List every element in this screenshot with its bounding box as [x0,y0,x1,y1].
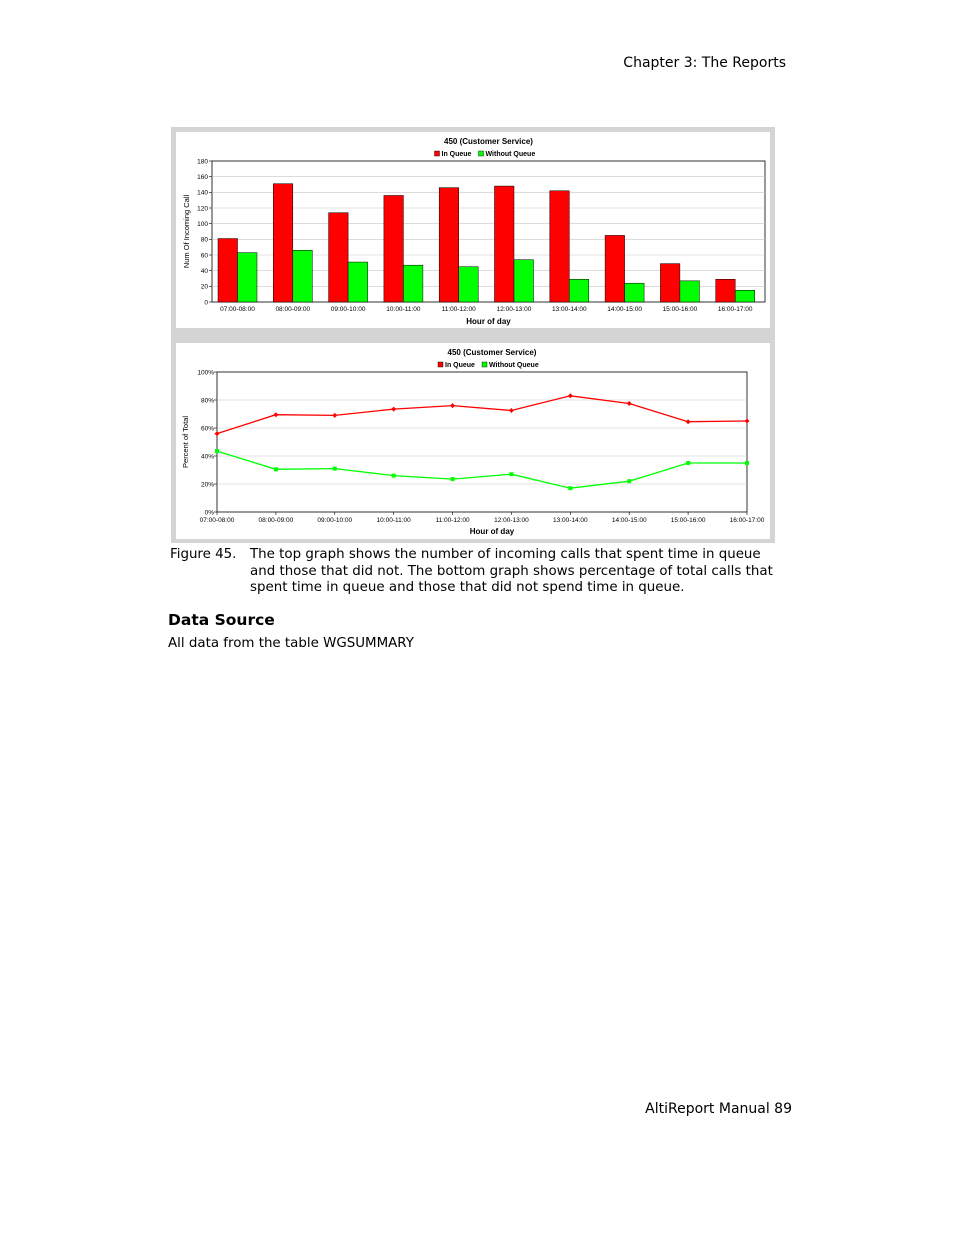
x-tick-label: 14:00-15:00 [607,306,642,313]
x-tick-label: 16:00-17:00 [717,306,753,313]
y-tick-label: 100 [197,220,208,228]
x-tick-label: 11:00-12:00 [441,306,476,313]
bar-in-queue [218,239,238,302]
y-tick-label: 120 [197,205,208,213]
legend-label-in-queue: In Queue [441,151,472,158]
x-tick-label: 08:00-09:00 [275,306,311,313]
chart-title: 450 (Customer Service) [444,137,533,146]
bar-without-queue [680,281,700,302]
y-tick-label: 20% [200,481,214,489]
x-axis-label: Hour of day [466,317,511,326]
legend-label-without-queue: Without Queue [489,362,539,369]
legend-label-without-queue: Without Queue [485,151,536,158]
data-point-without-queue [451,477,455,481]
legend-swatch-in-queue [438,362,443,367]
legend-swatch-without-queue [482,362,487,367]
line-chart-panel [176,343,770,539]
x-axis-label: Hour of day [469,527,515,536]
data-point-without-queue [333,467,337,471]
chart-title: 450 (Customer Service) [447,348,537,357]
data-point-without-queue [568,486,572,490]
x-tick-label: 12:00-13:00 [494,517,529,524]
bar-chart [176,132,770,328]
x-tick-label: 08:00-09:00 [258,517,294,524]
bar-without-queue [459,267,479,302]
bar-in-queue [384,195,404,302]
x-tick-label: 14:00-15:00 [611,517,647,524]
data-point-without-queue [274,467,278,471]
x-tick-label: 13:00-14:00 [552,517,588,524]
bar-without-queue [514,260,534,302]
bar-without-queue [569,279,589,302]
x-tick-label: 09:00-10:00 [330,306,366,313]
y-tick-label: 180 [197,158,208,166]
y-tick-label: 100% [197,369,214,377]
y-tick-label: 60 [200,252,208,260]
caption-number: Figure 45. [170,547,237,562]
bar-in-queue [660,264,680,302]
data-point-without-queue [215,449,219,453]
x-tick-label: 10:00-11:00 [376,517,411,524]
data-point-without-queue [745,461,749,465]
section-title: Data Source [168,611,275,629]
page-footer: AltiReport Manual 89 [645,1101,792,1117]
plot-area [217,372,747,512]
data-point-without-queue [686,461,690,465]
y-axis-label: Percent of Total [181,416,190,468]
y-tick-label: 40 [200,267,208,275]
bar-in-queue [495,186,515,302]
x-tick-label: 12:00-13:00 [496,306,532,313]
x-tick-label: 13:00-14:00 [551,306,587,313]
y-tick-label: 40% [200,453,214,461]
line-chart [176,343,770,539]
y-tick-label: 80% [200,397,214,405]
bar-without-queue [348,262,368,302]
figure-45 [171,127,775,543]
x-tick-label: 16:00-17:00 [729,517,765,524]
y-tick-label: 60% [200,425,214,433]
y-tick-label: 80 [200,236,208,244]
bar-without-queue [293,250,313,302]
x-tick-label: 07:00-08:00 [199,517,235,524]
bar-in-queue [329,213,349,302]
bar-in-queue [273,184,293,302]
y-tick-label: 0 [204,299,208,307]
data-point-without-queue [509,472,513,476]
y-tick-label: 0% [204,509,214,517]
bar-without-queue [403,265,423,302]
x-tick-label: 10:00-11:00 [386,306,421,313]
x-tick-label: 15:00-16:00 [670,517,706,524]
bar-chart-panel [176,132,770,328]
y-tick-label: 140 [197,189,208,197]
section-body: All data from the table WGSUMMARY [168,636,414,651]
y-tick-label: 20 [200,283,208,291]
bar-in-queue [716,279,736,302]
legend-swatch-in-queue [435,151,440,156]
y-tick-label: 160 [197,173,208,181]
bar-in-queue [439,188,459,302]
bar-without-queue [238,253,258,302]
y-axis-label: Num Of Incoming Call [182,194,191,269]
legend-label-in-queue: In Queue [445,362,475,369]
x-tick-label: 11:00-12:00 [435,517,470,524]
x-tick-label: 07:00-08:00 [220,306,255,313]
bar-without-queue [735,290,755,302]
bar-without-queue [625,283,645,302]
legend-swatch-without-queue [479,151,484,156]
caption-text: The top graph shows the number of incoming calls that spent time in queue and those that did not. The bottom graph shows percentage of total calls that spent time in queue and those that did not spend time in queue. [250,547,773,595]
x-tick-label: 09:00-10:00 [317,517,353,524]
bar-in-queue [605,235,625,302]
data-point-without-queue [627,479,631,483]
bar-in-queue [550,191,570,302]
data-point-without-queue [392,474,396,478]
x-tick-label: 15:00-16:00 [662,306,698,313]
chapter-header: Chapter 3: The Reports [623,55,786,71]
